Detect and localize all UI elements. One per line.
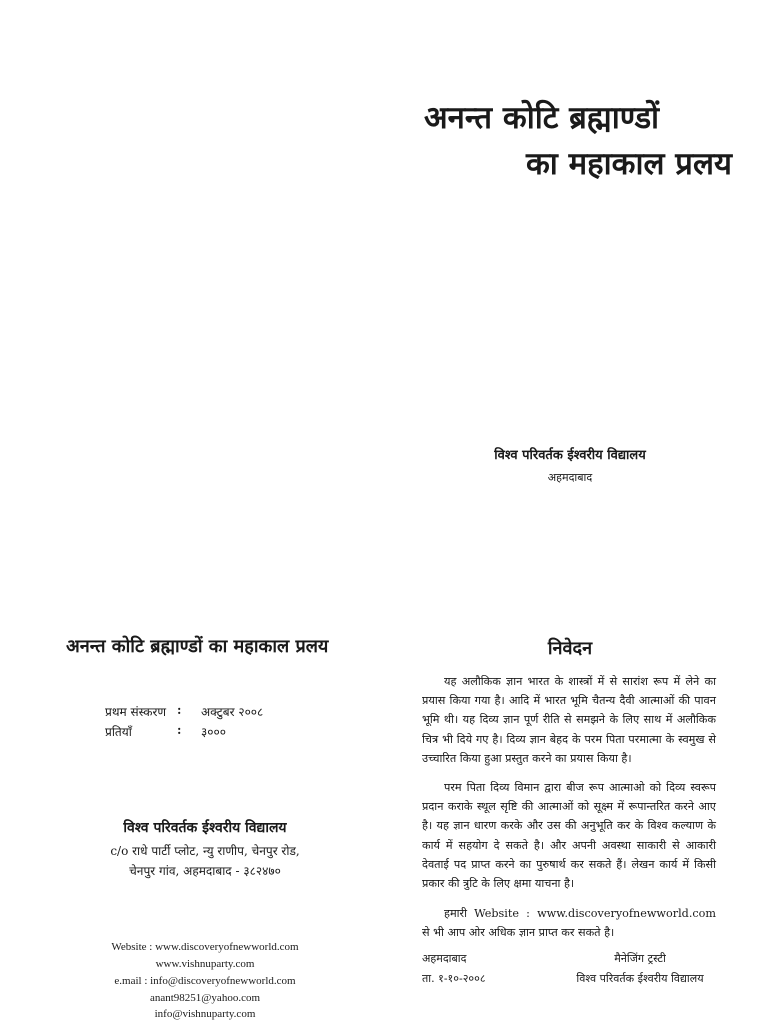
copies-value: ३००० <box>201 725 226 739</box>
cover-city: अहमदाबाद <box>547 471 593 484</box>
nivedan-title: निवेदन <box>547 638 593 659</box>
sign-place: अहमदाबाद <box>422 952 467 965</box>
edition-separator: : <box>177 703 182 717</box>
edition-label: प्रथम संस्करण <box>105 705 167 719</box>
copies-separator: : <box>177 723 182 737</box>
copies-row <box>105 723 321 740</box>
nivedan-paragraph-3: हमारी Website : www.discoveryofnewworld.com से भी आप ओर अधिक ज्ञान प्राप्त कर सकते है। <box>422 907 716 940</box>
nivedan-paragraph-2: परम पिता दिव्य विमान द्वारा बीज रूप आत्माओ को दिव्य स्वरूप प्रदान कराके स्थूल सृष्टि की आत्माओं को सूक्ष्म में रूपान्तरित करने आए है। यह ज्ञान धारण करके और उस की अनुभूति कर के विश्व कल्याण के कार्य में सहयोग दे सकते है। और अपनी अवस्था साकारी से आकारी देवताई पद प्राप्त करने का पुरुषार्थ कर सकते हैं। लेखन कार्य में किसी प्रकार की त्रुटि के लिए क्षमा याचना है। <box>422 781 716 891</box>
signatory-org: विश्व परिवर्तक ईश्वरीय विद्यालय <box>576 972 704 985</box>
email-tertiary: info@vishnuparty.com <box>154 1008 256 1020</box>
imprint-publisher: विश्व परिवर्तक ईश्वरीय विद्यालय <box>123 820 287 836</box>
signatory-role: मैनेजिंग ट्रस्टी <box>614 952 666 965</box>
cover-title-line2: का महाकाल प्रलय <box>526 146 732 182</box>
edition-value: अक्टुबर २००८ <box>201 705 264 719</box>
nivedan-paragraph-1: यह अलौकिक ज्ञान भारत के शास्त्रों में से सारांश रूप में लेने का प्रयास किया गया है। आदि में भारत भूमि चैतन्य दैवी आत्माओं की पावन भूमि थी। यह दिव्य ज्ञान पूर्ण रीति से समझने के लिए साथ में अलौकिक चित्र भी दिये गए है। दिव्य ज्ञान बेहद के परम पिता परमात्मा के स्वमुख से उच्चारित किया हुआ प्रस्तुत करने का प्रयास किया है। <box>422 675 716 765</box>
copies-label: प्रतियाँ <box>105 725 132 739</box>
edition-row <box>105 703 321 720</box>
email-secondary: anant98251@yahoo.com <box>149 992 261 1004</box>
address-line1: c/o राधे पार्टी प्लोट, न्यु राणीप, चेनपुर रोड, <box>110 844 300 858</box>
sign-date: ता. १-१०-२००८ <box>422 972 486 985</box>
email-line: e.mail : info@discoveryofnewworld.com <box>114 975 296 987</box>
cover-title-line1: अनन्त कोटि ब्रह्माण्डों <box>424 100 660 136</box>
imprint-title: अनन्त कोटि ब्रह्माण्डों का महाकाल प्रलय <box>66 636 329 657</box>
address-line2: चेनपुर गांव, अहमदाबाद - ३८२४७० <box>129 864 281 878</box>
cover-publisher: विश्व परिवर्तक ईश्वरीय विद्यालय <box>494 448 646 463</box>
website-line: Website : www.discoveryofnewworld.com <box>111 941 299 953</box>
website-secondary: www.vishnuparty.com <box>155 958 255 970</box>
